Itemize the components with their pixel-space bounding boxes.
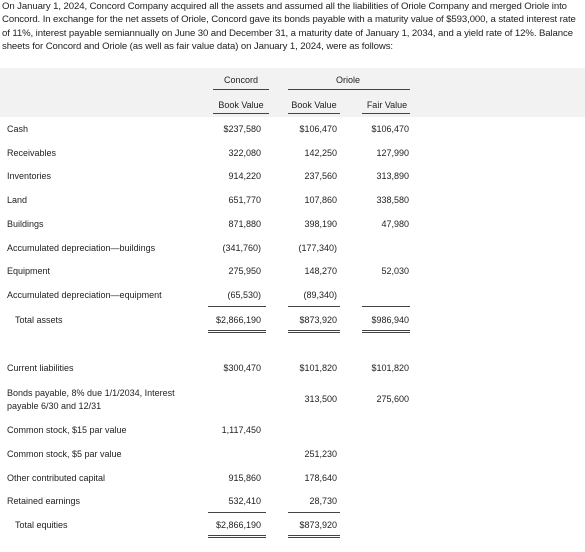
row-label-current-liabilities: Current liabilities <box>7 363 74 373</box>
cell-oriole-book: 142,250 <box>304 148 337 158</box>
cell-oriole-book: (177,340) <box>298 243 337 253</box>
row-label-retained-earnings: Retained earnings <box>7 496 81 506</box>
cell-concord-book: (65,530) <box>227 290 261 300</box>
cell-oriole-book: 237,560 <box>304 171 337 181</box>
cell-oriole-book: 178,640 <box>304 473 337 483</box>
row-label-buildings: Buildings <box>7 219 44 229</box>
rule <box>362 306 410 307</box>
cell-concord-book: (341,760) <box>222 243 261 253</box>
rule <box>208 306 266 307</box>
row-label-land: Land <box>7 195 28 205</box>
cell-oriole-fair: 47,980 <box>381 219 409 229</box>
cell-concord-book: 651,770 <box>228 195 261 205</box>
header-oriole: Oriole <box>335 75 360 85</box>
cell-concord-book: $237,580 <box>223 124 261 134</box>
row-label-inventories: Inventories <box>7 171 52 181</box>
cell-oriole-fair: 338,580 <box>376 195 409 205</box>
double-rule <box>208 330 266 333</box>
intro-paragraph: On January 1, 2024, Concord Company acquired all the assets and assumed all the liabilities of Oriole Company and merged Oriole into Concord. In exchange for the net assets of Oriole, Concord gave its bonds payable with a maturity value of $593,000, a stated interest rate of 11%, interest payable semiannually on June 30 and December 31, a maturity date of January 1, 2034, and a yield rate of 12%. Balance sheets for Concord and Oriole (as well as fair value data) on January 1, 2024, were as follows: <box>2 1 576 53</box>
cell-concord-book: 532,410 <box>228 496 261 506</box>
cell-oriole-book: $106,470 <box>299 124 337 134</box>
cell-oriole-fair: $101,820 <box>371 363 409 373</box>
cell-oriole-book: 313,500 <box>304 394 337 404</box>
cell-concord-book: 322,080 <box>228 148 261 158</box>
cell-oriole-book: $101,820 <box>299 363 337 373</box>
row-label-total-equities: Total equities <box>15 520 68 530</box>
row-label-receivables: Receivables <box>7 148 57 158</box>
double-rule <box>208 535 266 538</box>
cell-concord-book: 1,117,450 <box>221 425 261 435</box>
header-concord-book-value: Book Value <box>218 100 264 110</box>
row-label-cash: Cash <box>7 124 29 134</box>
row-label-common-stock-5: Common stock, $5 par value <box>7 449 122 459</box>
rule <box>288 89 410 90</box>
cell-oriole-book: 28,730 <box>309 496 337 506</box>
rule <box>213 89 269 90</box>
header-oriole-fair-value: Fair Value <box>366 100 408 110</box>
row-label-other-contributed-capital: Other contributed capital <box>7 473 106 483</box>
cell-oriole-fair: 127,990 <box>376 148 409 158</box>
row-label-equipment: Equipment <box>7 266 51 276</box>
balance-sheet-table <box>0 68 585 552</box>
cell-oriole-book: $873,920 <box>299 315 337 325</box>
header-oriole-book-value: Book Value <box>291 100 337 110</box>
cell-oriole-fair: 275,600 <box>376 394 409 404</box>
cell-concord-book: $2,866,190 <box>215 315 261 325</box>
cell-concord-book: $300,470 <box>223 363 261 373</box>
cell-oriole-book: 251,230 <box>304 449 337 459</box>
rule <box>288 512 340 513</box>
cell-oriole-book: (89,340) <box>303 290 337 300</box>
cell-oriole-book: $873,920 <box>299 520 337 530</box>
cell-oriole-fair: $106,470 <box>371 124 409 134</box>
cell-concord-book: 871,880 <box>228 219 261 229</box>
rule <box>208 512 266 513</box>
rule <box>288 306 340 307</box>
row-label-accum-dep-buildings: Accumulated depreciation—buildings <box>7 243 156 253</box>
cell-concord-book: $2,866,190 <box>215 520 261 530</box>
cell-concord-book: 915,860 <box>228 473 261 483</box>
cell-oriole-book: 398,190 <box>304 219 337 229</box>
rule <box>213 113 269 114</box>
rule <box>362 113 410 114</box>
double-rule <box>288 330 340 333</box>
cell-oriole-fair: $986,940 <box>371 315 409 325</box>
cell-oriole-fair: 313,890 <box>376 171 409 181</box>
row-label-total-assets: Total assets <box>15 315 63 325</box>
row-label-common-stock-15: Common stock, $15 par value <box>7 425 127 435</box>
double-rule <box>288 535 340 538</box>
cell-oriole-fair: 52,030 <box>381 266 409 276</box>
row-label-accum-dep-equipment: Accumulated depreciation—equipment <box>7 290 162 300</box>
header-concord: Concord <box>223 75 259 85</box>
rule <box>288 113 340 114</box>
cell-concord-book: 914,220 <box>228 171 261 181</box>
row-label-bonds-payable: Bonds payable, 8% due 1/1/2034, Interest payable 6/30 and 12/31 <box>7 388 175 411</box>
cell-oriole-book: 107,860 <box>304 195 337 205</box>
cell-oriole-book: 148,270 <box>304 266 337 276</box>
cell-concord-book: 275,950 <box>228 266 261 276</box>
double-rule <box>362 330 410 333</box>
